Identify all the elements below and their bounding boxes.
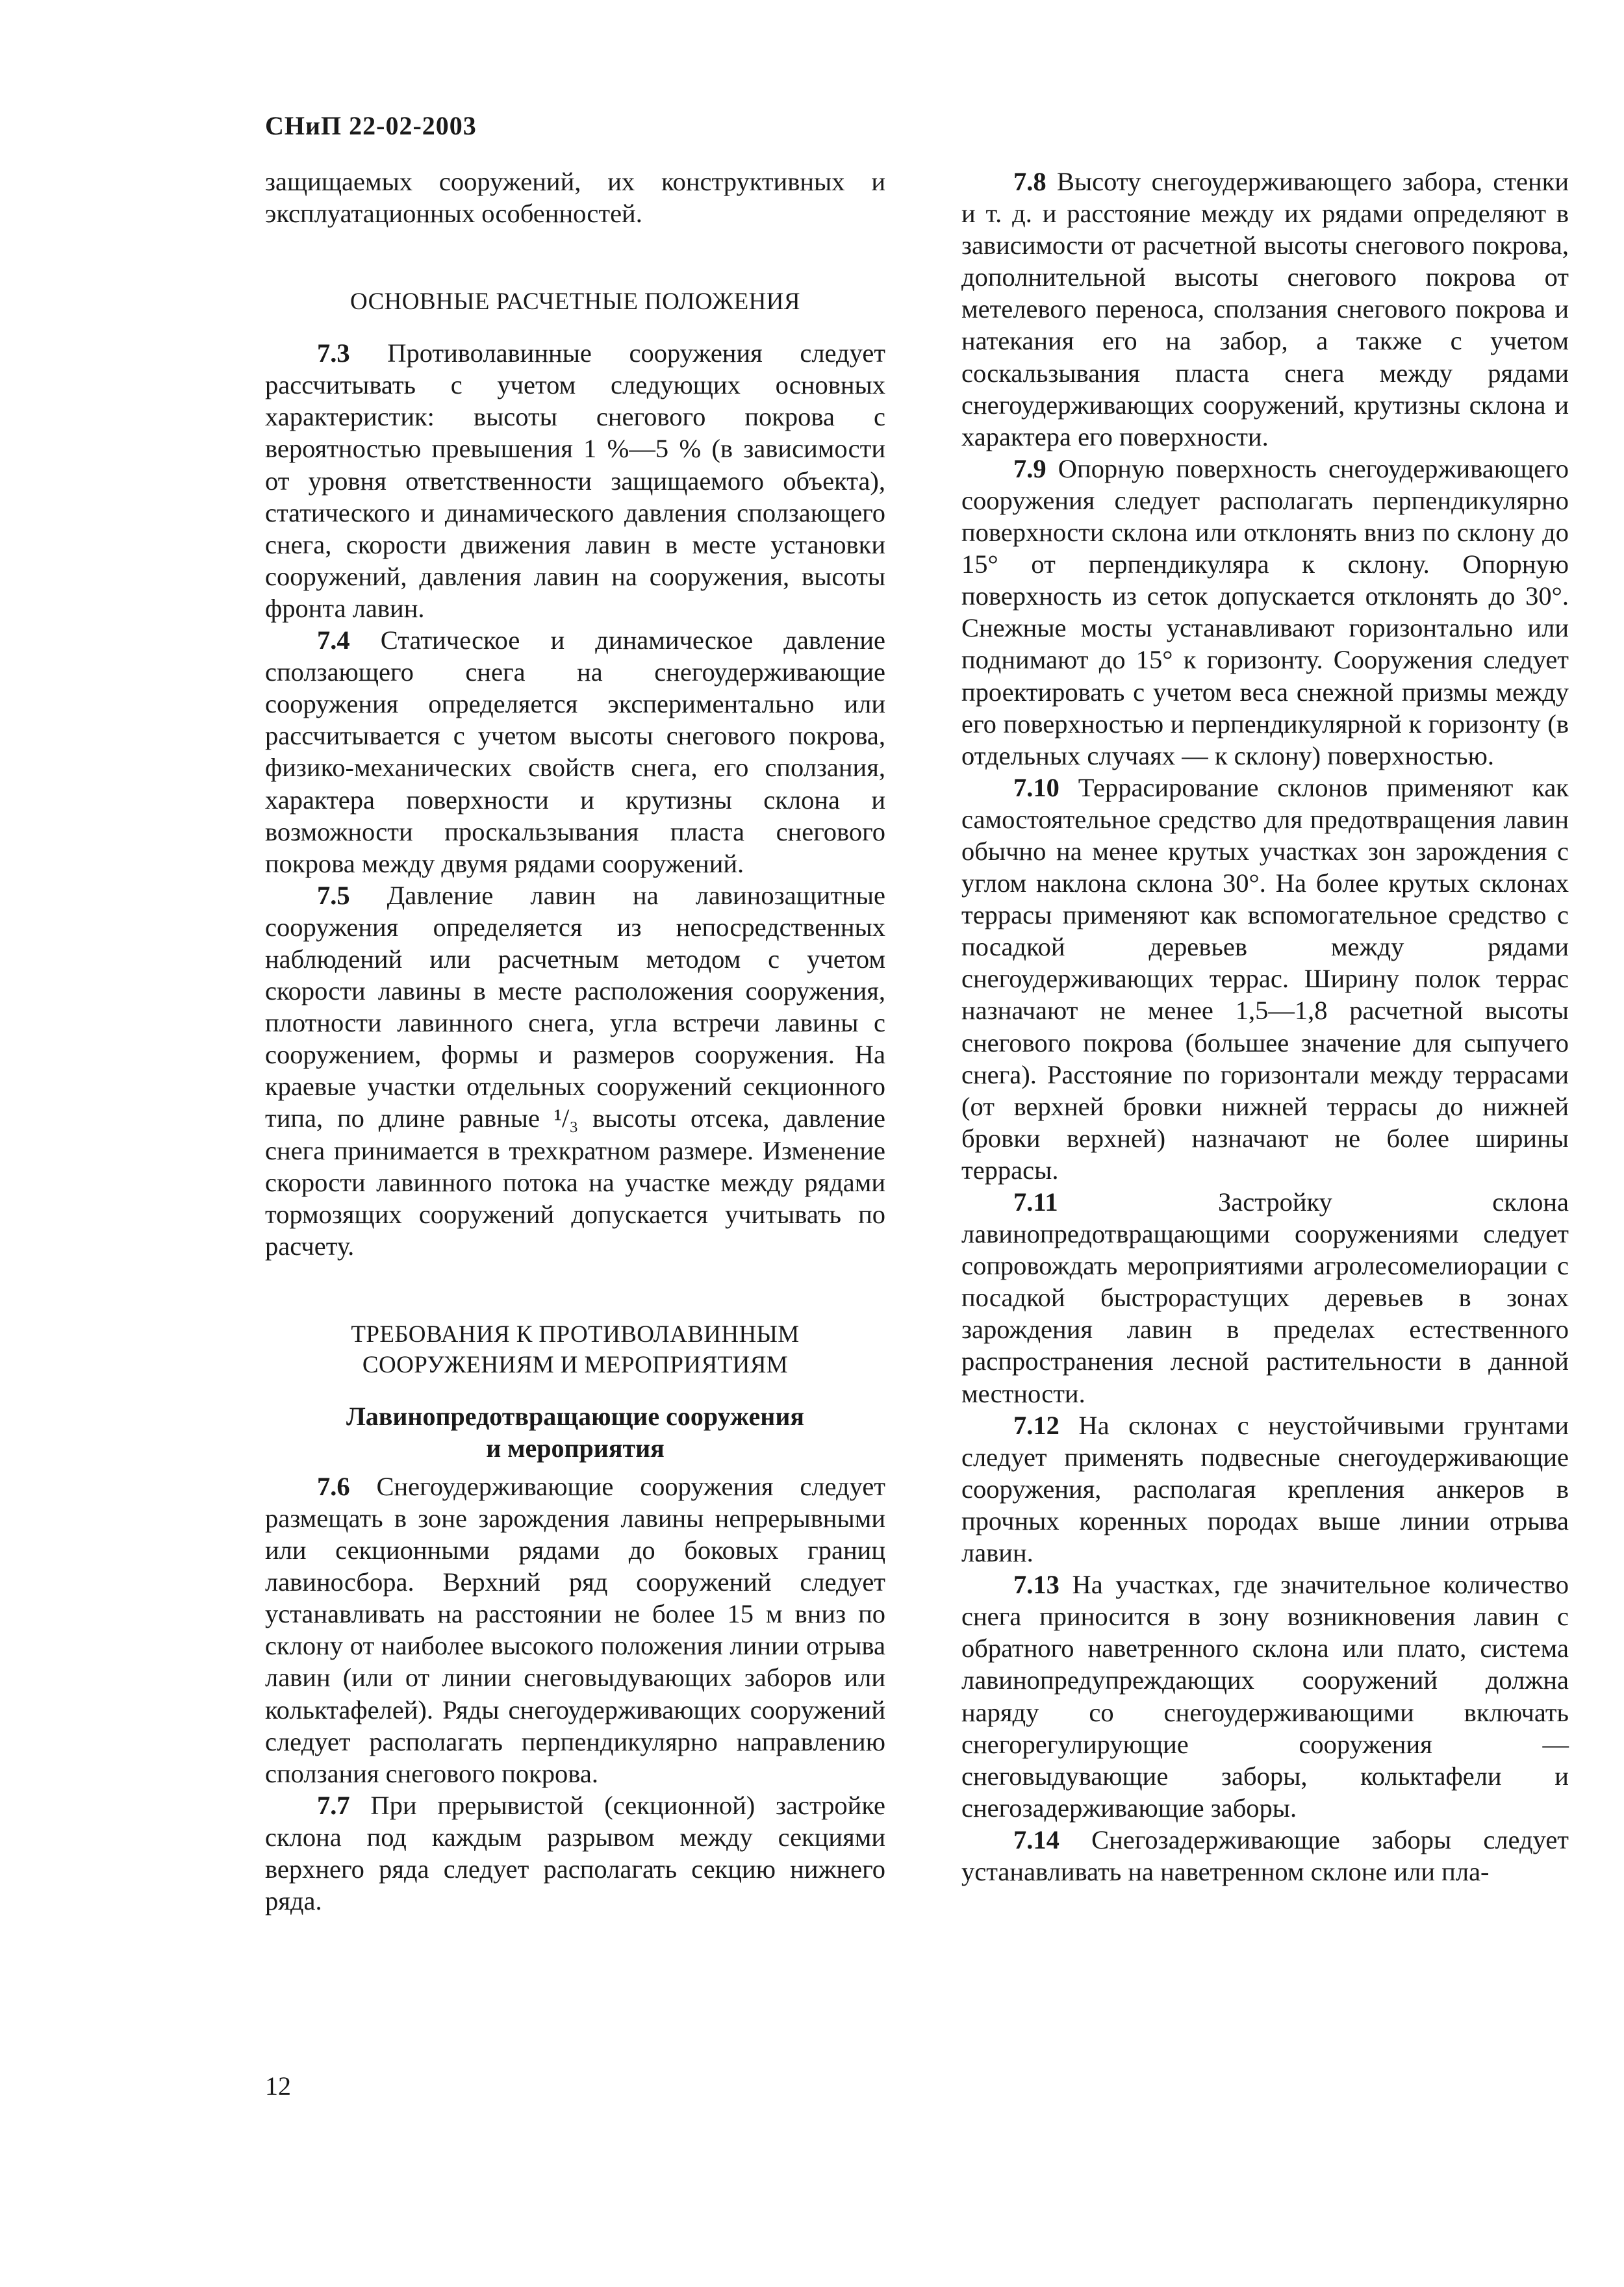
clause-text: Снегозадерживающие заборы следует устанавливать на наветренном склоне или пла- — [961, 1825, 1569, 1886]
clause-number: 7.9 — [1013, 453, 1047, 483]
heading-line: ТРЕБОВАНИЯ К ПРОТИВОЛАВИННЫМ — [351, 1320, 800, 1348]
paragraph-7-14 — [961, 1824, 1569, 1888]
paragraph-7-7 — [265, 1789, 885, 1917]
left-text-column — [265, 166, 885, 1917]
heading-line: СООРУЖЕНИЯМ И МЕРОПРИЯТИЯМ — [362, 1351, 789, 1378]
subheading-line: и мероприятия — [486, 1433, 665, 1463]
paragraph-7-4 — [265, 624, 885, 879]
clause-number: 7.5 — [317, 880, 350, 910]
clause-text: Высоту снегоудерживающего забора, стенки и т. д. и расстояние между их рядами определяют в зависимости от расчетной высоты снегового покрова, дополнительной высоты снегового покрова от метелевого переноса, сползания снегового покрова и натекания его на забор, а также с учетом соскальзывания пласта снега между рядами снегоудерживающих сооружений, крутизны склона и характера его поверхности. — [961, 167, 1569, 451]
clause-number: 7.13 — [1013, 1570, 1059, 1600]
paragraph-7-6 — [265, 1471, 885, 1789]
clause-text: Противолавинные сооружения следует рассчитывать с учетом следующих основных характеристик: высоты снегового покрова с вероятностью превышения 1 %—5 % (в зависимости от уровня ответственности защищаемого объекта), статического и динамического давления сползающего снега, скорости движения лавин в месте установки сооружений, давления лавин на сооружения, высоты фронта лавин. — [265, 338, 885, 623]
clause-text: Статическое и динамическое давление сползающего снега на снегоудерживающие сооружения определяется экспериментально или рассчитывается с учетом высоты снегового покрова, физико-механических свойств снега, его сползания, характера поверхности и крутизны склона и возможности проскальзывания пласта снегового покрова между двумя рядами сооружений. — [265, 625, 885, 878]
paragraph-7-13 — [961, 1569, 1569, 1824]
section-heading-requirements — [265, 1319, 885, 1380]
document-code-header: СНиП 22-02-2003 — [265, 111, 477, 140]
paragraph-7-11 — [961, 1186, 1569, 1409]
clause-number: 7.4 — [317, 625, 350, 655]
subheading-line: Лавинопредотвращающие сооружения — [346, 1401, 805, 1431]
paragraph-7-8 — [961, 166, 1569, 453]
paragraph-7-10 — [961, 772, 1569, 1186]
clause-number: 7.6 — [317, 1471, 350, 1501]
section-heading-main-provisions: ОСНОВНЫЕ РАСЧЕТНЫЕ ПОЛОЖЕНИЯ — [350, 288, 800, 316]
clause-text: На склонах с неустойчивыми грунтами следует применять подвесные снегоудерживающие сооружения, располагая крепления анкеров в прочных коренных породах выше линии отрыва лавин. — [961, 1410, 1569, 1568]
paragraph-7-12 — [961, 1409, 1569, 1569]
clause-number: 7.11 — [1013, 1187, 1058, 1217]
paragraph-7-5 — [265, 879, 885, 1262]
clause-text: На участках, где значительное количество снега приносится в зону возникновения лавин с обратного наветренного склона или плато, система лавинопредупреждающих сооружений должна наряду со снегоудерживающими включать снегорегулирующие сооружения — снеговыдувающие заборы, кольктафели и снегозадерживающие заборы. — [961, 1570, 1569, 1823]
clause-number: 7.10 — [1013, 772, 1059, 802]
clause-text: Застройку склона лавинопредотвращающими сооружениями следует сопровождать мероприятиями агролесомелиорации с посадкой быстрорастущих деревьев в зонах зарождения лавин в пределах естественного распространения лесной растительности в данной местности. — [961, 1187, 1569, 1408]
clause-number: 7.12 — [1013, 1410, 1059, 1440]
clause-text: Опорную поверхность снегоудерживающего сооружения следует располагать перпендикулярно поверхности склона или отклонять вниз по склону до 15° от перпендикуляра к склону. Опорную поверхность из сеток допускается отклонять до 30°. Снежные мосты устанавливают горизонтально или поднимают до 15° к горизонту. Сооружения следует проектировать с учетом веса снежной призмы между его поверхностью и перпендикулярной к горизонту (в отдельных случаях — к склону) поверхностью. — [961, 453, 1569, 770]
clause-number: 7.14 — [1013, 1825, 1059, 1854]
clause-number: 7.8 — [1013, 167, 1047, 196]
paragraph-7-3 — [265, 337, 885, 624]
clause-number: 7.7 — [317, 1790, 350, 1820]
subheading-prevention-structures — [265, 1400, 885, 1464]
clause-text: Давление лавин на лавинозащитные сооружения определяется из непосредственных наблюдений или расчетным методом с учетом скорости лавины в месте расположения сооружения, плотности лавинного снега, угла встречи лавины с сооружением, формы и размеров сооружения. На краевые участки отдельных сооружений секционного типа, по длине равные ¹/₃ высоты отсека, давление снега принимается в трехкратном размере. Изменение скорости лавинного потока на участке между рядами тормозящих сооружений допускается учитывать по расчету. — [265, 880, 885, 1261]
clause-text: Снегоудерживающие сооружения следует размещать в зоне зарождения лавины непрерывными или секционными рядами до боковых границ лавиносбора. Верхний ряд сооружений следует устанавливать на расстоянии не более 15 м вниз по склону от наиболее высокого положения линии отрыва лавин (или от линии снеговыдувающих заборов или кольктафелей). Ряды снегоудерживающих сооружений следует располагать перпендикулярно направлению сползания снегового покрова. — [265, 1471, 885, 1788]
paragraph-7-9 — [961, 453, 1569, 772]
intro-paragraph: защищаемых сооружений, их конструктивных и эксплуатационных особенностей. — [265, 167, 885, 229]
right-text-column — [961, 166, 1569, 1888]
clause-text: Террасирование склонов применяют как самостоятельное средство для предотвращения лавин обычно на менее крутых участках зон зарождения с углом наклона склона 30°. На более крутых склонах террасы применяют как вспомогательное средство с посадкой деревьев между рядами снегоудерживающих террас. Ширину полок террас назначают не менее 1,5—1,8 расчетной высоты снегового покрова (большее значение для сыпучего снега). Расстояние по горизонтали между террасами (от верхней бровки нижней террасы до нижней бровки верхней) назначают не более ширины террасы. — [961, 772, 1569, 1185]
page-number: 12 — [265, 2071, 291, 2101]
clause-text: При прерывистой (секционной) застройке склона под каждым разрывом между секциями верхнего ряда следует располагать секцию нижнего ряда. — [265, 1790, 885, 1916]
clause-number: 7.3 — [317, 338, 350, 368]
